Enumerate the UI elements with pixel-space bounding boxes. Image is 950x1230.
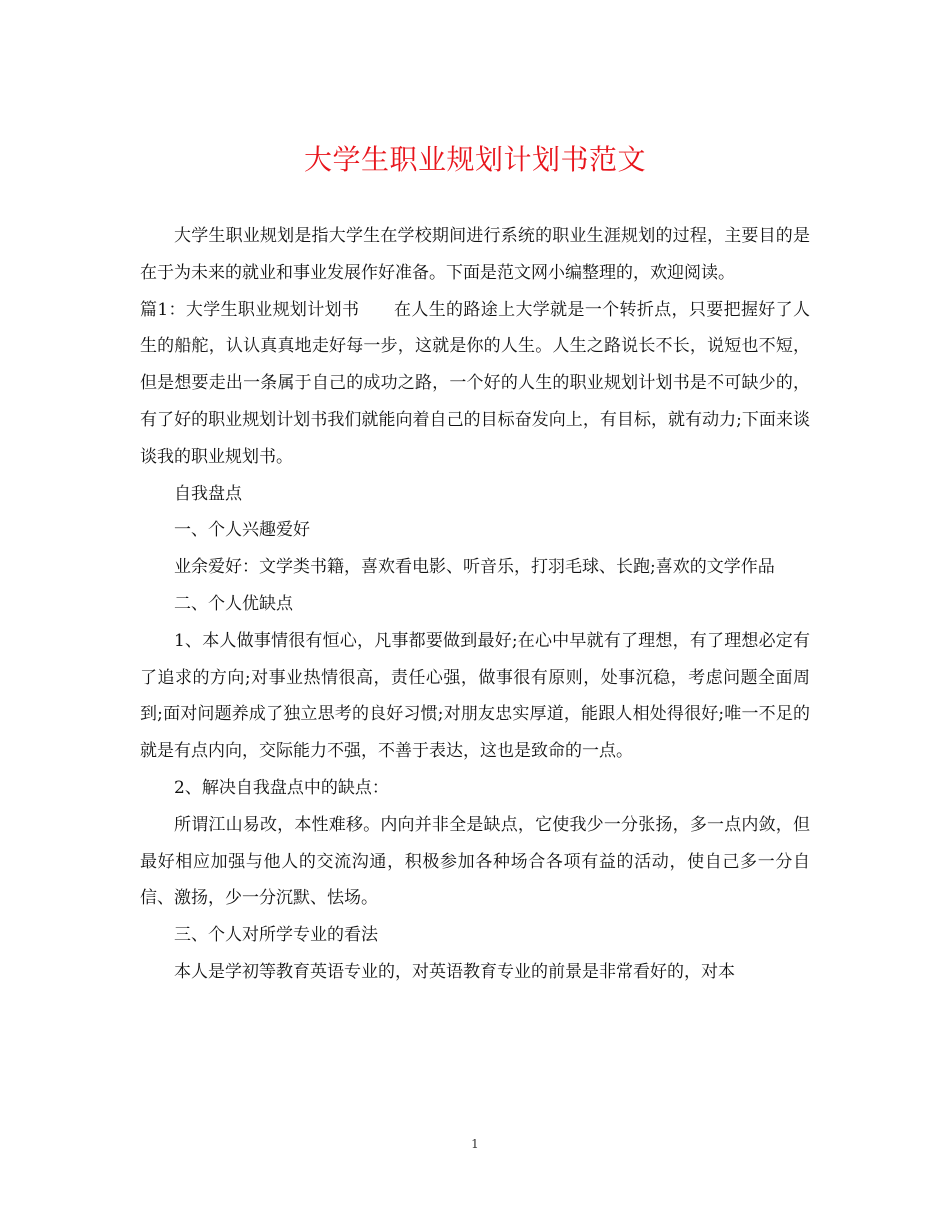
document-body: [140, 218, 810, 991]
document-title: 大学生职业规划计划书范文: [303, 143, 646, 176]
heading-self-inventory: 自我盘点: [174, 483, 242, 504]
paragraph-part1: 篇1：大学生职业规划计划书 在人生的路途上大学就是一个转折点，只要把握好了人生的船舵，认认真真地走好每一步，这就是你的人生。人生之路说长不长，说短也不短，但是想要走出一条属于自己的成功之路，一个好的人生的职业规划计划书是不可缺少的，有了好的职业规划计划书我们就能向着自己的目标奋发向上，有目标，就有动力;下面来谈谈我的职业规划书。: [140, 299, 810, 467]
paragraph-hobbies: 业余爱好：文学类书籍，喜欢看电影、听音乐，打羽毛球、长跑;喜欢的文学作品: [174, 557, 775, 578]
heading-strengths-weaknesses: 二、个人优缺点: [174, 593, 293, 614]
page-number: 1: [471, 1137, 479, 1151]
heading-solve-weaknesses: 2、解决自我盘点中的缺点：: [174, 777, 389, 798]
paragraph-strengths: 1、本人做事情很有恒心，凡事都要做到最好;在心中早就有了理想，有了理想必定有了追求的方向;对事业热情很高，责任心强，做事很有原则，处事沉稳，考虑问题全面周到;面对问题养成了独立思考的良好习惯;对朋友忠实厚道，能跟人相处得很好;唯一不足的就是有点内向，交际能力不强，不善于表达，这也是致命的一点。: [140, 630, 810, 762]
heading-interests: 一、个人兴趣爱好: [174, 520, 310, 541]
paragraph-major: 本人是学初等教育英语专业的，对英语教育专业的前景是非常看好的，对本: [174, 961, 735, 982]
paragraph-intro: 大学生职业规划是指大学生在学校期间进行系统的职业生涯规划的过程，主要目的是在于为未来的就业和事业发展作好准备。下面是范文网小编整理的，欢迎阅读。: [140, 226, 810, 283]
heading-major-view: 三、个人对所学专业的看法: [174, 925, 378, 946]
paragraph-solutions: 所谓江山易改，本性难移。内向并非全是缺点，它使我少一分张扬，多一点内敛，但最好相应加强与他人的交流沟通，积极参加各种场合各项有益的活动，使自己多一分自信、激扬，少一分沉默、怯场。: [140, 814, 810, 909]
